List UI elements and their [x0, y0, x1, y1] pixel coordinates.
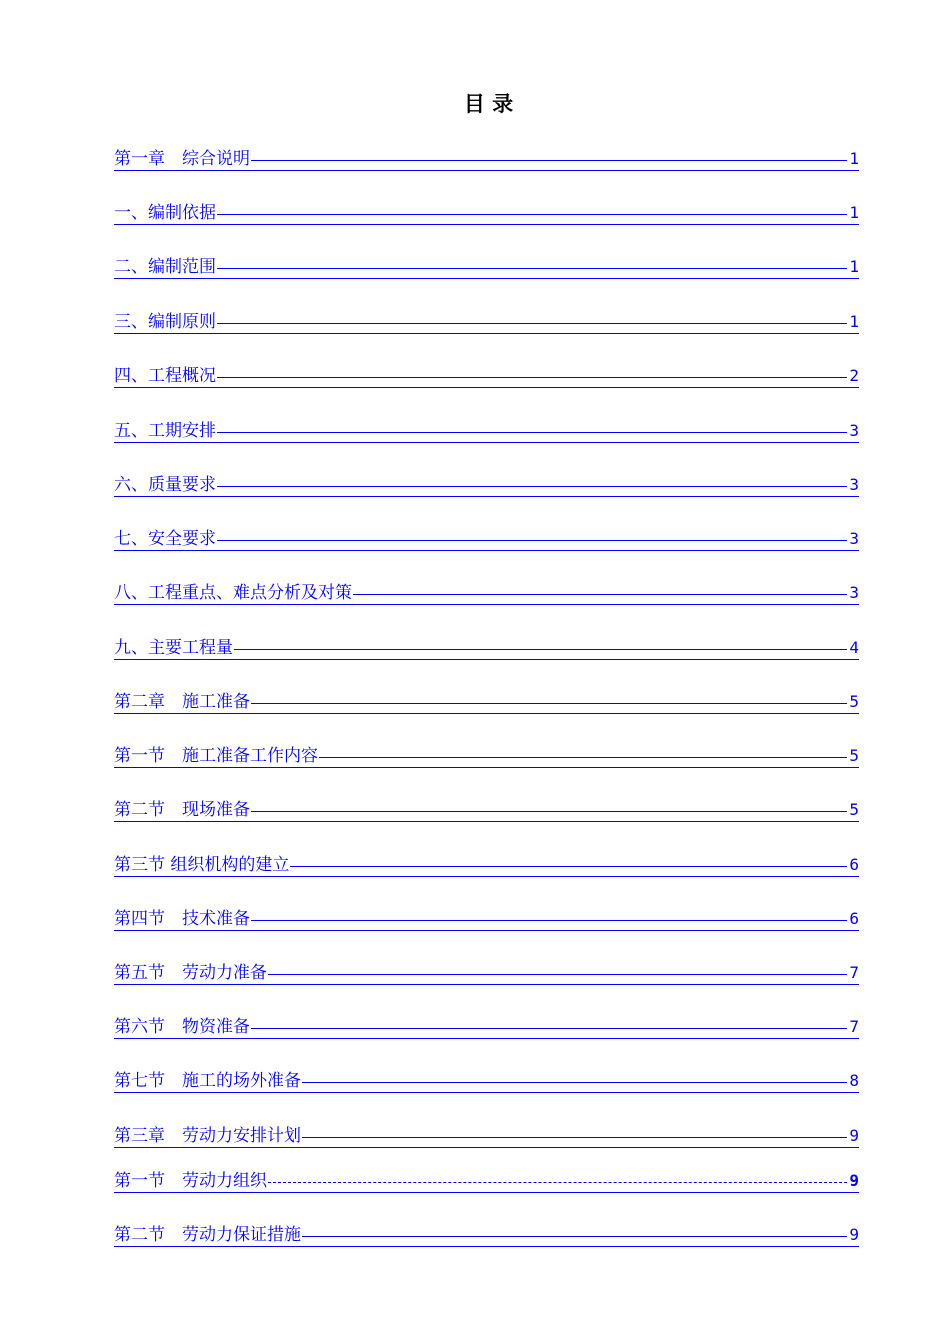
- table-of-contents: [114, 0, 859, 1344]
- toc-page-number: 5: [849, 746, 859, 765]
- toc-page-number: 9: [849, 1126, 859, 1145]
- toc-entry-quality[interactable]: [114, 472, 859, 497]
- toc-page-number: 8: [849, 1071, 859, 1090]
- toc-entry-label: 第一章 综合说明: [114, 149, 250, 169]
- toc-entry-label: 二、编制范围: [114, 257, 216, 277]
- toc-entry-label: 第二节 现场准备: [114, 800, 250, 820]
- toc-leader: [217, 214, 847, 215]
- toc-leader: [217, 268, 847, 269]
- toc-entry-label: 五、工期安排: [114, 421, 216, 441]
- toc-entry-labor-organization[interactable]: [114, 1168, 859, 1193]
- toc-leader: [302, 1082, 847, 1083]
- toc-entry-label: 第七节 施工的场外准备: [114, 1071, 301, 1091]
- toc-page-number: 1: [849, 149, 859, 168]
- toc-entry-label: 九、主要工程量: [114, 638, 233, 658]
- toc-leader: [268, 974, 847, 975]
- toc-page-number: 6: [849, 855, 859, 874]
- toc-entry-label: 第一节 施工准备工作内容: [114, 746, 318, 766]
- toc-leader: [251, 811, 847, 812]
- toc-entry-schedule[interactable]: [114, 418, 859, 443]
- page-title: 目 录: [463, 91, 514, 116]
- toc-leader: [217, 540, 847, 541]
- toc-page-number: 9: [849, 1171, 859, 1190]
- toc-entry-basis[interactable]: [114, 200, 859, 225]
- toc-page-number: 3: [849, 583, 859, 602]
- toc-leader: [251, 1028, 847, 1029]
- toc-page-number: 3: [849, 421, 859, 440]
- toc-entry-organization[interactable]: [114, 852, 859, 877]
- toc-page-number: 4: [849, 638, 859, 657]
- toc-leader: [353, 594, 847, 595]
- toc-leader: [251, 703, 847, 704]
- toc-entry-offsite-prep[interactable]: [114, 1068, 859, 1093]
- toc-page-number: 3: [849, 529, 859, 548]
- toc-entry-technical-prep[interactable]: [114, 906, 859, 931]
- toc-entry-label: 六、质量要求: [114, 475, 216, 495]
- toc-entry-chapter-3[interactable]: [114, 1123, 859, 1148]
- toc-entry-quantities[interactable]: [114, 635, 859, 660]
- toc-entry-materials-prep[interactable]: [114, 1014, 859, 1039]
- toc-leader: [302, 1236, 847, 1237]
- toc-entry-label: 第四节 技术准备: [114, 909, 250, 929]
- toc-page-number: 2: [849, 366, 859, 385]
- toc-leader: [319, 757, 847, 758]
- toc-leader: [251, 920, 847, 921]
- toc-entry-label: 一、编制依据: [114, 203, 216, 223]
- toc-entry-scope[interactable]: [114, 254, 859, 279]
- toc-page-number: 3: [849, 475, 859, 494]
- toc-entry-key-points[interactable]: [114, 580, 859, 605]
- toc-entry-overview[interactable]: [114, 363, 859, 388]
- toc-page-number: 7: [849, 963, 859, 982]
- toc-entry-labor-prep[interactable]: [114, 960, 859, 985]
- toc-leader: [302, 1137, 847, 1138]
- toc-entry-label: 第六节 物资准备: [114, 1017, 250, 1037]
- toc-entry-labor-measures[interactable]: [114, 1222, 859, 1247]
- toc-leader: [234, 649, 847, 650]
- toc-page-number: 5: [849, 692, 859, 711]
- toc-entry-label: 第五节 劳动力准备: [114, 963, 267, 983]
- toc-entry-label: 第一节 劳动力组织: [114, 1171, 267, 1191]
- toc-entry-label: 八、工程重点、难点分析及对策: [114, 583, 352, 603]
- toc-entry-label: 三、编制原则: [114, 312, 216, 332]
- toc-page-number: 1: [849, 312, 859, 331]
- toc-entry-prep-content[interactable]: [114, 743, 859, 768]
- toc-entry-label: 第三节 组织机构的建立: [114, 855, 290, 875]
- toc-entry-safety[interactable]: [114, 526, 859, 551]
- toc-leader: [217, 486, 847, 487]
- toc-leader: [290, 866, 847, 867]
- toc-entry-label: 七、安全要求: [114, 529, 216, 549]
- toc-page-number: 1: [849, 203, 859, 222]
- toc-entry-label: 四、工程概况: [114, 366, 216, 386]
- toc-leader: [268, 1182, 847, 1183]
- toc-leader: [251, 160, 847, 161]
- toc-leader: [217, 432, 847, 433]
- toc-page-number: 6: [849, 909, 859, 928]
- toc-page-number: 9: [849, 1225, 859, 1244]
- toc-leader: [217, 377, 847, 378]
- toc-page-number: 1: [849, 257, 859, 276]
- toc-entry-site-prep[interactable]: [114, 797, 859, 822]
- toc-page-number: 7: [849, 1017, 859, 1036]
- toc-entry-label: 第二章 施工准备: [114, 692, 250, 712]
- toc-entry-chapter-2[interactable]: [114, 689, 859, 714]
- toc-leader: [217, 323, 847, 324]
- toc-page-number: 5: [849, 800, 859, 819]
- toc-entry-label: 第三章 劳动力安排计划: [114, 1126, 301, 1146]
- toc-entry-label: 第二节 劳动力保证措施: [114, 1225, 301, 1245]
- toc-entry-chapter-1[interactable]: [114, 146, 859, 171]
- toc-entry-principles[interactable]: [114, 309, 859, 334]
